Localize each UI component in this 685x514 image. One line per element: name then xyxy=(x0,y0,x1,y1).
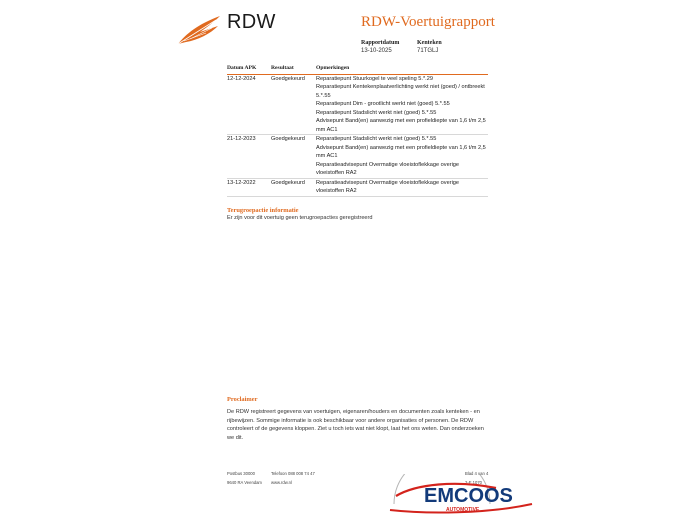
watermark-subtext: AUTOMOTIVE xyxy=(446,507,480,513)
apk-result: Goedgekeurd xyxy=(271,75,305,82)
report-date-block xyxy=(361,39,399,55)
license-plate-block xyxy=(417,39,442,55)
remark-line: Reparatiepunt Stadslicht werkt niet (goed) 5.*.55 xyxy=(316,136,437,142)
emcoos-watermark-logo xyxy=(386,474,536,514)
watermark-text: EMCOOS xyxy=(424,485,513,507)
disclaimer-text: De RDW registreert gegevens van voertuigen, eigenaren/houders en documenten zoals kenteken - en rijbewijzen. Sommige informatie is ook beschikbaar voor andere organisaties of personen. De RDW controleert of de gegevens kloppen. Ziet u toch iets wat niet klopt, laat het ons weten. Dan onderzoeken we dit. xyxy=(227,409,484,441)
document-code: 2-E 1070 xyxy=(465,479,482,485)
remark-line: Reparatieadvisepunt Overmatige vloeistoflekkage overige vloeistoffen RA2 xyxy=(316,179,460,194)
remark-line: Reparatiepunt Stadslicht werkt niet (goed) 5.*.55 xyxy=(316,109,437,116)
apk-date: 21-12-2023 xyxy=(227,136,256,142)
column-header-date: Datum APK xyxy=(227,65,257,71)
remark-line: Advisepunt Band(en) aanwezig met een profieldiepte van 1,6 t/m 2,5 mm AC1 xyxy=(316,144,486,159)
report-title: RDW-Voertuigrapport xyxy=(361,14,495,30)
remark-line: Reparatiepunt Dim - grootlicht werkt niet (goed) 5.*.55 xyxy=(316,101,450,107)
recall-title: Terugroepactie informatie xyxy=(227,207,299,214)
apk-table xyxy=(227,64,488,197)
apk-result: Goedgekeurd xyxy=(271,179,305,186)
remark-line: Reparatiepunt Stuurkogel te veel speling 5.*.29 xyxy=(316,75,433,82)
apk-date: 13-12-2022 xyxy=(227,179,256,186)
footer-contact xyxy=(271,470,315,487)
table-row xyxy=(227,135,488,179)
footer-phone: Telefoon 088 008 74 47 xyxy=(271,471,315,476)
column-header-remarks: Opmerkingen xyxy=(316,65,350,71)
remark-line: Advisepunt Band(en) aanwezig met een profieldiepte van 1,6 t/m 2,5 mm AC1 xyxy=(316,118,486,133)
table-row xyxy=(227,75,488,136)
footer-city: 9640 RA Veendam xyxy=(227,479,262,485)
license-plate-value: 71TGLJ xyxy=(417,48,439,54)
report-date-label: Rapportdatum xyxy=(361,40,400,46)
recall-text: Er zijn voor dit voertuig geen terugroepacties geregistreerd xyxy=(227,215,373,221)
table-row xyxy=(227,179,488,197)
brand-name: RDW xyxy=(227,11,276,33)
apk-remarks xyxy=(316,135,488,178)
apk-remarks xyxy=(316,75,488,135)
remark-line: Reparatiepunt Kentekenplaatverlichting werkt niet (goed) / ontbreekt 5.*.55 xyxy=(316,84,485,99)
apk-date: 12-12-2024 xyxy=(227,75,256,82)
apk-result: Goedgekeurd xyxy=(271,136,305,142)
footer-postbus: Postbus 30000 xyxy=(227,471,255,476)
apk-table-header xyxy=(227,64,488,75)
disclaimer-title: Proclaimer xyxy=(227,396,258,403)
column-header-result: Resultaat xyxy=(271,65,294,71)
page-number: Blad 4 van 4 xyxy=(465,471,489,476)
footer-address xyxy=(227,470,262,487)
report-date-value: 13-10-2025 xyxy=(361,48,392,54)
footer-website: www.rdw.nl xyxy=(271,479,292,485)
license-plate-label: Kenteken xyxy=(417,40,442,46)
remark-line: Reparatieadvisepunt Overmatige vloeistoflekkage overige vloeistoffen RA2 xyxy=(316,161,460,176)
apk-remarks xyxy=(316,179,488,196)
rdw-logo-icon xyxy=(176,14,222,46)
